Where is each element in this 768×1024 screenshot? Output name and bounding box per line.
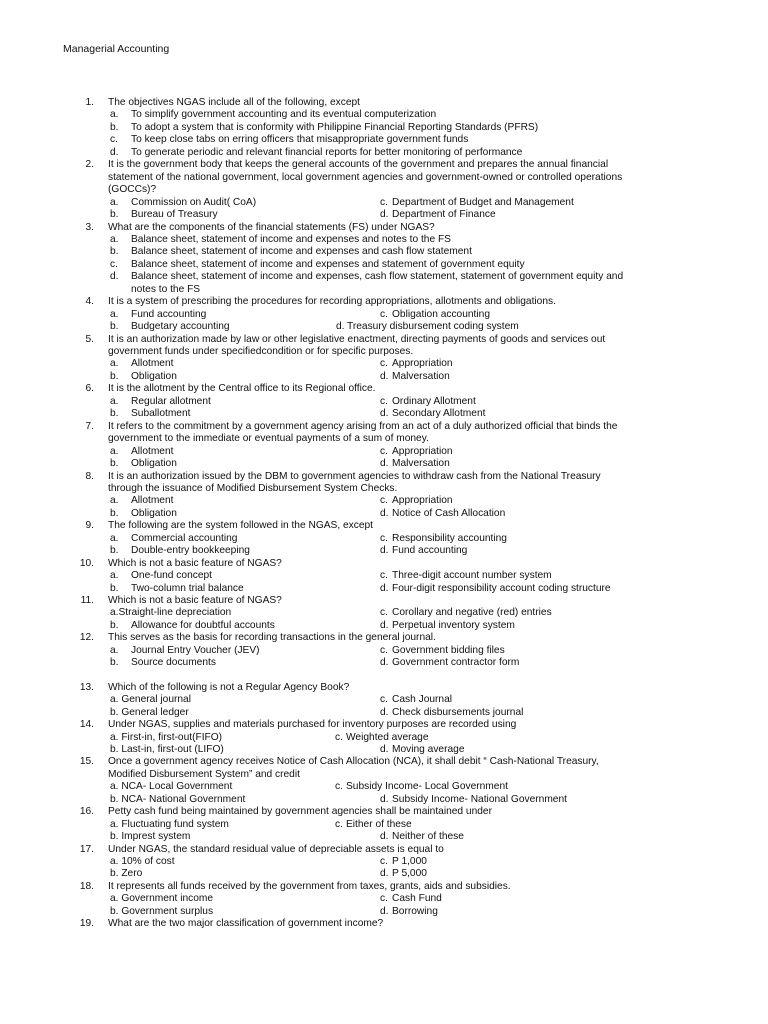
- option-text: Appropriation: [392, 445, 453, 457]
- option-letter: a.: [110, 109, 119, 121]
- option-text: Appropriation: [392, 495, 453, 507]
- option-letter: d.: [336, 321, 345, 333]
- option-text: Balance sheet, statement of income and expenses, cash flow statement, statement of government equity and: [131, 271, 624, 283]
- option-text: a. First-in, first-out(FIFO): [110, 731, 223, 743]
- option-text: Neither of these: [392, 831, 464, 843]
- option-letter: d.: [380, 408, 389, 420]
- option-letter: c.: [380, 495, 388, 507]
- question-text: It is the allotment by the Central office to its Regional office.: [108, 383, 376, 395]
- option-letter: a.: [110, 395, 119, 407]
- option-letter: a.: [110, 532, 119, 544]
- page-header: Managerial Accounting: [63, 43, 170, 55]
- option-text: notes to the FS: [131, 283, 201, 295]
- question-text: The following are the system followed in the NGAS, except: [108, 520, 374, 532]
- question-text: government to the immediate or eventual payments of a sum of money.: [108, 433, 429, 445]
- option-text: a. Government income: [110, 893, 214, 905]
- question-text: Which of the following is not a Regular Agency Book?: [108, 681, 350, 693]
- option-text: One-fund concept: [131, 570, 212, 582]
- option-text: Subsidy Income- National Government: [392, 793, 567, 805]
- question-text: Which is not a basic feature of NGAS?: [108, 557, 282, 569]
- option-letter: c.: [380, 856, 388, 867]
- option-text: Balance sheet, statement of income and expenses and statement of government equity: [131, 258, 525, 270]
- option-letter: d.: [380, 868, 389, 880]
- option-letter: d.: [380, 545, 389, 557]
- option-letter: d.: [380, 743, 389, 755]
- question-text: It refers to the commitment by a government agency arising from an act of a duly authorized official that binds the: [108, 420, 618, 432]
- option-text: Department of Finance: [392, 209, 496, 221]
- option-letter: c.: [380, 694, 388, 706]
- option-letter: b.: [110, 582, 119, 594]
- option-text: Appropriation: [392, 358, 453, 370]
- option-text: b. Government surplus: [110, 905, 214, 917]
- option-letter: c.: [380, 532, 388, 544]
- option-text: Bureau of Treasury: [131, 209, 218, 221]
- option-letter: a.: [110, 495, 119, 507]
- question-number: 7.: [85, 420, 94, 432]
- option-text: a. General journal: [110, 694, 191, 706]
- option-text: Perpetual inventory system: [392, 619, 515, 631]
- option-text: Borrowing: [392, 905, 438, 917]
- option-text: a. Fluctuating fund system: [110, 818, 229, 830]
- option-text: To simplify government accounting and its eventual computerization: [131, 109, 437, 121]
- question-number: 14.: [79, 719, 94, 731]
- option-letter: c.: [380, 395, 388, 407]
- question-number: 15.: [79, 756, 94, 768]
- option-text: Allotment: [131, 495, 174, 507]
- option-text: Commission on Audit( CoA): [131, 196, 257, 208]
- option-text: Allotment: [131, 358, 174, 370]
- option-letter: d.: [380, 209, 389, 221]
- option-letter: a.: [110, 308, 119, 320]
- option-text: Balance sheet, statement of income and expenses and notes to the FS: [131, 233, 451, 245]
- option-text: P 1,000: [392, 856, 427, 867]
- question-number: 1.: [85, 97, 94, 108]
- option-letter: d.: [380, 905, 389, 917]
- option-letter: b.: [110, 458, 119, 470]
- option-text: Malversation: [392, 458, 450, 470]
- question-text: Which is not a basic feature of NGAS?: [108, 595, 282, 606]
- option-letter: c.: [335, 781, 343, 793]
- question-number: 6.: [85, 383, 94, 395]
- option-letter: b.: [110, 246, 119, 258]
- question-text: What are the components of the financial statements (FS) under NGAS?: [108, 221, 435, 233]
- option-text: Government bidding files: [392, 644, 505, 656]
- option-text: Notice of Cash Allocation: [392, 507, 506, 519]
- option-text: Either of these: [346, 818, 412, 830]
- option-text: b. NCA- National Government: [110, 793, 246, 805]
- question-text: Under NGAS, the standard residual value of depreciable assets is equal to: [108, 843, 444, 855]
- option-text: Fund accounting: [131, 308, 207, 320]
- option-letter: c.: [380, 644, 388, 656]
- option-letter: b.: [110, 321, 119, 333]
- question-number: 4.: [85, 296, 94, 308]
- option-letter: c.: [380, 570, 388, 582]
- option-letter: b.: [110, 619, 119, 631]
- option-text: Treasury disbursement coding system: [347, 321, 519, 333]
- option-letter: b.: [110, 209, 119, 221]
- option-text: Subsidy Income- Local Government: [346, 781, 508, 793]
- option-letter: c.: [335, 731, 343, 743]
- option-text: a. NCA- Local Government: [110, 781, 233, 793]
- option-text: Regular allotment: [131, 395, 211, 407]
- question-text: It is the government body that keeps the general accounts of the government and prepares the annual financial: [108, 159, 609, 171]
- question-text: It is an authorization made by law or other legislative enactment, directing payments of goods and services out: [108, 333, 606, 345]
- option-text: Secondary Allotment: [392, 408, 486, 420]
- option-letter: b.: [110, 545, 119, 557]
- question-text: Under NGAS, supplies and materials purchased for inventory purposes are recorded using: [108, 719, 517, 731]
- question-text: The objectives NGAS include all of the following, except: [108, 97, 360, 108]
- option-letter: d.: [380, 582, 389, 594]
- option-text: Three-digit account number system: [392, 570, 552, 582]
- option-text: Source documents: [131, 657, 216, 669]
- option-text: To adopt a system that is conformity with Philippine Financial Reporting Standards (PFRS): [131, 121, 539, 133]
- question-number: 16.: [79, 806, 94, 818]
- option-letter: b.: [110, 121, 119, 133]
- option-text: a. 10% of cost: [110, 856, 175, 867]
- option-letter: c.: [380, 607, 388, 619]
- option-letter: a.: [110, 358, 119, 370]
- option-letter: c.: [380, 358, 388, 370]
- option-text: Moving average: [392, 743, 465, 755]
- question-text: What are the two major classification of government income?: [108, 918, 384, 930]
- option-letter: d.: [110, 271, 119, 283]
- option-letter: b.: [110, 408, 119, 420]
- option-letter: c.: [110, 258, 118, 270]
- option-letter: d.: [380, 657, 389, 669]
- option-text: Balance sheet, statement of income and expenses and cash flow statement: [131, 246, 472, 258]
- option-text: Allowance for doubtful accounts: [131, 619, 275, 631]
- option-text: b. Zero: [110, 868, 143, 880]
- question-number: 17.: [79, 843, 94, 855]
- option-letter: c.: [380, 196, 388, 208]
- option-text: Suballotment: [131, 408, 191, 420]
- option-text: a.Straight-line depreciation: [110, 607, 232, 619]
- option-letter: c.: [380, 893, 388, 905]
- question-number: 13.: [79, 681, 94, 693]
- option-text: Malversation: [392, 370, 450, 382]
- option-letter: d.: [380, 458, 389, 470]
- question-number: 11.: [80, 595, 94, 606]
- question-number: 18.: [79, 880, 94, 892]
- option-text: Ordinary Allotment: [392, 395, 476, 407]
- option-text: Responsibility accounting: [392, 532, 507, 544]
- question-text: Modified Disbursement System” and credit: [108, 768, 300, 780]
- option-letter: d.: [110, 146, 119, 158]
- option-text: Corollary and negative (red) entries: [392, 607, 552, 619]
- option-text: Obligation accounting: [392, 308, 490, 320]
- option-text: Journal Entry Voucher (JEV): [131, 644, 260, 656]
- question-number: 8.: [85, 470, 94, 482]
- option-text: Allotment: [131, 445, 174, 457]
- question-text: statement of the national government, local government agencies and government-owned or controlled operations: [108, 171, 623, 183]
- question-number: 9.: [85, 520, 94, 532]
- option-text: b. General ledger: [110, 706, 189, 718]
- option-text: Double-entry bookkeeping: [131, 545, 250, 557]
- option-letter: b.: [110, 507, 119, 519]
- option-letter: c.: [335, 818, 343, 830]
- option-letter: d.: [380, 507, 389, 519]
- option-text: To generate periodic and relevant financial reports for better monitoring of performance: [131, 146, 523, 158]
- option-letter: d.: [380, 370, 389, 382]
- option-text: Cash Fund: [392, 893, 442, 905]
- option-text: Obligation: [131, 458, 177, 470]
- option-letter: c.: [110, 134, 118, 146]
- option-text: Cash Journal: [392, 694, 453, 706]
- question-text: It represents all funds received by the government from taxes, grants, aids and subsidies.: [108, 880, 511, 892]
- option-text: Two-column trial balance: [131, 582, 244, 594]
- option-text: Budgetary accounting: [131, 321, 230, 333]
- option-text: P 5,000: [392, 868, 427, 880]
- option-letter: a.: [110, 196, 119, 208]
- option-text: Obligation: [131, 370, 177, 382]
- option-letter: a.: [110, 445, 119, 457]
- option-text: Department of Budget and Management: [392, 196, 574, 208]
- option-letter: c.: [380, 445, 388, 457]
- question-text: It is a system of prescribing the procedures for recording appropriations, allotments and obligations.: [108, 296, 556, 308]
- option-letter: b.: [110, 657, 119, 669]
- question-number: 10.: [79, 557, 94, 569]
- option-letter: a.: [110, 644, 119, 656]
- option-text: To keep close tabs on erring officers that misappropriate government funds: [131, 134, 469, 146]
- option-text: b. Last-in, first-out (LIFO): [110, 743, 224, 755]
- option-letter: d.: [380, 793, 389, 805]
- option-text: Weighted average: [346, 731, 429, 743]
- option-text: Obligation: [131, 507, 177, 519]
- option-letter: a.: [110, 233, 119, 245]
- option-text: Government contractor form: [392, 657, 520, 669]
- option-letter: a.: [110, 570, 119, 582]
- question-text: through the issuance of Modified Disbursement System Checks.: [108, 482, 398, 494]
- option-text: Four-digit responsibility account coding structure: [392, 582, 611, 594]
- question-number: 19.: [79, 918, 94, 930]
- question-text: Once a government agency receives Notice of Cash Allocation (NCA), it shall debit “ Cash-National Treasury,: [108, 756, 599, 768]
- option-letter: d.: [380, 831, 389, 843]
- option-letter: d.: [380, 706, 389, 718]
- option-letter: b.: [110, 370, 119, 382]
- question-number: 3.: [85, 221, 94, 233]
- question-text: This serves as the basis for recording transactions in the general journal.: [108, 632, 436, 644]
- option-letter: c.: [380, 308, 388, 320]
- question-number: 5.: [85, 333, 94, 345]
- option-text: Fund accounting: [392, 545, 468, 557]
- question-number: 12.: [79, 632, 94, 644]
- option-letter: d.: [380, 619, 389, 631]
- question-number: 2.: [85, 159, 94, 171]
- question-text: Petty cash fund being maintained by government agencies shall be maintained under: [108, 806, 492, 818]
- option-text: Check disbursements journal: [392, 706, 524, 718]
- question-text: government funds under specifiedcondition or for specific purposes.: [108, 346, 414, 357]
- question-text: (GOCCs)?: [108, 184, 157, 196]
- question-text: It is an authorization issued by the DBM to government agencies to withdraw cash from the National Treasury: [108, 470, 601, 482]
- option-text: Commercial accounting: [131, 532, 238, 544]
- option-text: b. Imprest system: [110, 831, 191, 843]
